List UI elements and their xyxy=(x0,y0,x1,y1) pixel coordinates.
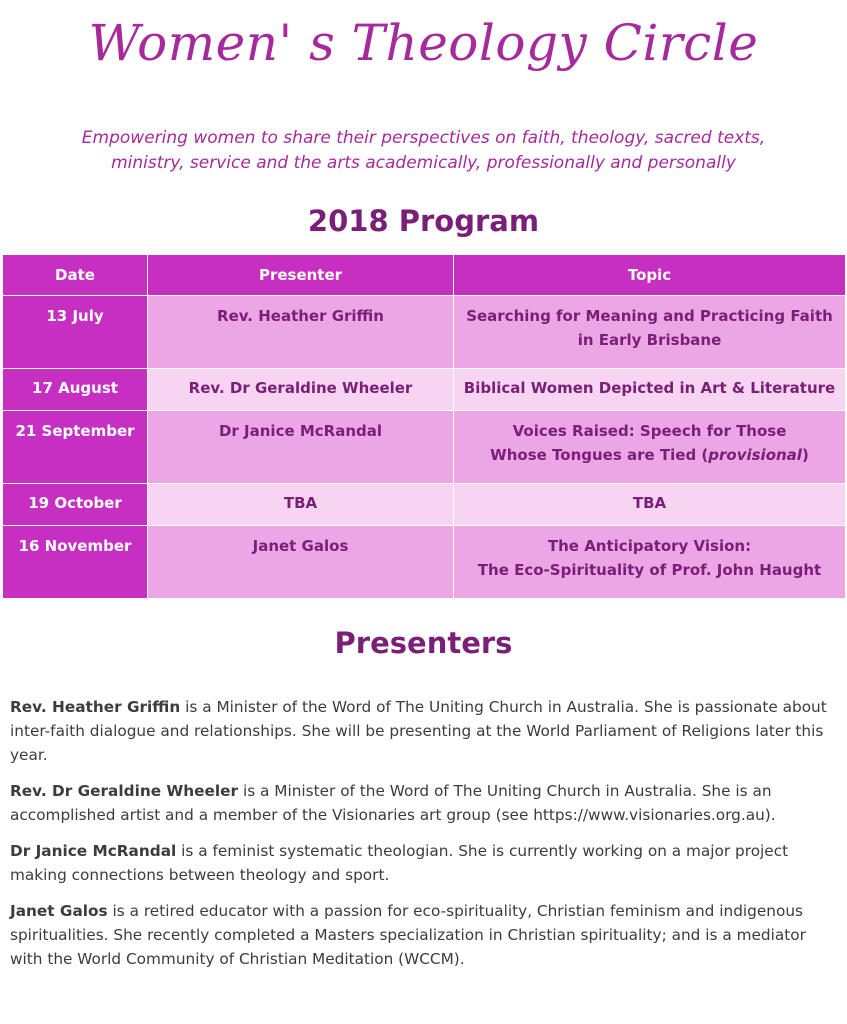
topic-line-1: Searching for Meaning and Practicing Faith xyxy=(466,307,833,325)
subtitle-line-2: ministry, service and the arts academically, professionally and personally xyxy=(111,153,736,173)
cell-topic xyxy=(454,411,846,484)
cell-topic xyxy=(454,484,846,526)
cell-date: 17 August xyxy=(3,369,148,411)
topic-line-2: The Eco-Spirituality of Prof. John Haught xyxy=(477,561,822,579)
bio-name: Rev. Dr Geraldine Wheeler xyxy=(10,782,239,800)
topic-line-2-text: Whose Tongues are Tied ( xyxy=(490,446,709,464)
topic-line-2: in Early Brisbane xyxy=(577,331,722,349)
column-header-presenter: Presenter xyxy=(148,255,454,296)
topic-line-2-close: ) xyxy=(801,446,809,464)
cell-topic xyxy=(454,369,846,411)
bio-text: is a Minister of the Word of The Uniting Church in Australia. She is an accomplished artist and a member of the Visionaries art group (see https://www.visionaries.org.au). xyxy=(10,782,776,824)
column-header-topic: Topic xyxy=(454,255,846,296)
bio-text: is a Minister of the Word of The Uniting Church in Australia. She is passionate about inter-faith dialogue and relationships. She will be presenting at the World Parliament of Religions later this year. xyxy=(10,698,827,764)
topic-line-1: TBA xyxy=(632,494,667,512)
bio-paragraph xyxy=(10,779,840,827)
cell-date: 21 September xyxy=(3,411,148,484)
bio-text: is a feminist systematic theologian. She is currently working on a major project making connections between theology and sport. xyxy=(10,842,789,884)
topic-line-1: Voices Raised: Speech for Those xyxy=(512,422,787,440)
page-title: Women' s Theology Circle xyxy=(88,14,759,72)
cell-date: 16 November xyxy=(3,526,148,599)
cell-date: 13 July xyxy=(3,296,148,369)
subtitle-line-1: Empowering women to share their perspectives on faith, theology, sacred texts, xyxy=(81,128,766,148)
topic-line-1: The Anticipatory Vision: xyxy=(547,537,752,555)
column-header-date: Date xyxy=(3,255,148,296)
table-row xyxy=(3,484,846,526)
cell-presenter: Janet Galos xyxy=(148,526,454,599)
cell-topic xyxy=(454,296,846,369)
bio-paragraph xyxy=(10,695,840,767)
bio-name: Rev. Heather Griffin xyxy=(10,698,181,716)
table-row xyxy=(3,296,846,369)
page-subtitle xyxy=(40,126,807,176)
cell-presenter: TBA xyxy=(148,484,454,526)
table-row xyxy=(3,526,846,599)
topic-line-2 xyxy=(460,443,839,467)
topic-line-1: Biblical Women Depicted in Art & Literature xyxy=(463,379,836,397)
program-heading: 2018 Program xyxy=(307,204,540,238)
cell-presenter: Rev. Dr Geraldine Wheeler xyxy=(148,369,454,411)
cell-topic xyxy=(454,526,846,599)
table-row xyxy=(3,369,846,411)
program-table xyxy=(2,254,846,599)
table-row xyxy=(3,411,846,484)
presenters-heading: Presenters xyxy=(334,626,513,660)
bio-name: Dr Janice McRandal xyxy=(10,842,177,860)
table-header-row xyxy=(3,255,846,296)
bio-text: is a retired educator with a passion for eco-spirituality, Christian feminism and indigenous spiritualities. She recently completed a Masters specialization in Christian spirituality; and is a mediator with the World Community of Christian Meditation (WCCM). xyxy=(10,902,806,968)
bio-name: Janet Galos xyxy=(10,902,108,920)
topic-provisional-note: provisional xyxy=(708,446,802,464)
presenter-bios xyxy=(10,695,840,983)
cell-date: 19 October xyxy=(3,484,148,526)
cell-presenter: Rev. Heather Griffin xyxy=(148,296,454,369)
cell-presenter: Dr Janice McRandal xyxy=(148,411,454,484)
bio-paragraph xyxy=(10,839,840,887)
bio-paragraph xyxy=(10,899,840,971)
